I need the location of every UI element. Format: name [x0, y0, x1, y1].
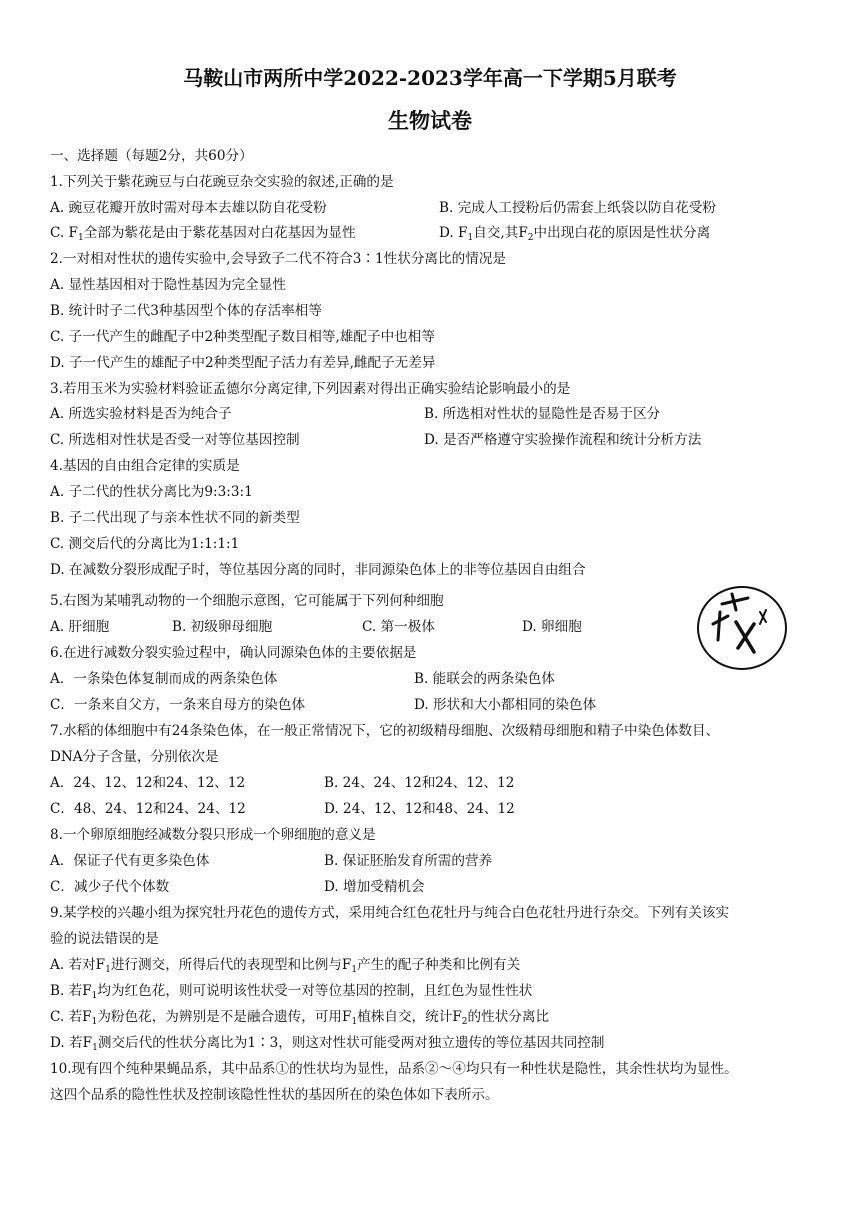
q9-stem-line2: 验的说法错误的是	[50, 931, 159, 947]
q7-stem-line2: DNA分子含量，分别依次是	[50, 749, 219, 765]
q9-option-a: A. 若对$F_1$进行测交，所得后代的表现型和比例与$F_1$产生的配子种类和比例有关	[50, 957, 521, 975]
q9-option-c: C. 若$F_1$为粉色花，为辨别是不是融合遗传，可用$F_1$植株自交，统计$F_2$的性状分离比	[50, 1009, 550, 1027]
q3-stem: 3.若用玉米为实验材料验证孟德尔分离定律,下列因素对得出正确实验结论影响最小的是	[50, 381, 571, 397]
q1-option-d: D. $F_1$自交,其$F_2$中出现白花的原因是性状分离	[439, 225, 711, 243]
q9-stem-line1: 9.某学校的兴趣小组为探究牡丹花色的遗传方式，采用纯合红色花牡丹与纯合白色花牡丹进行杂交。下列有关该实	[50, 905, 730, 921]
q5-option-d: D. 卵细胞	[522, 619, 582, 635]
q2-option-d: D. 子一代产生的雄配子中2种类型配子活力有差异,雌配子无差异	[50, 355, 436, 371]
exam-title: 马鞍山市两所中学2022-2023学年高一下学期5月联考	[183, 66, 677, 90]
q8-stem: 8.一个卵原细胞经减数分裂只形成一个卵细胞的意义是	[50, 827, 376, 843]
q3-option-a: A. 所选实验材料是否为纯合子	[50, 406, 232, 422]
q1-option-c: C. $F_1$全部为紫花是由于紫花基因对白花基因为显性	[50, 225, 356, 243]
q7-stem-line1: 7.水稻的体细胞中有24条染色体，在一般正常情况下，它的初级精母细胞、次级精母细胞和精子中染色体数目、	[50, 723, 720, 739]
q7-option-a: A．24、12、12和24、12、12	[50, 775, 246, 791]
q9-option-b: B. 若$F_1$均为红色花，则可说明该性状受一对等位基因的控制，且红色为显性性状	[50, 983, 533, 1001]
q4-option-a: A. 子二代的性状分离比为9:3:3:1	[50, 484, 253, 500]
q6-option-a: A．一条染色体复制而成的两条染色体	[50, 671, 278, 687]
q2-option-b: B. 统计时子二代3种基因型个体的存活率相等	[50, 303, 322, 319]
q3-option-b: B. 所选相对性状的显隐性是否易于区分	[424, 406, 661, 422]
q7-option-d: D. 24、12、12和48、24、12	[324, 801, 515, 817]
q4-stem: 4.基因的自由组合定律的实质是	[50, 458, 240, 474]
q10-stem-line1: 10.现有四个纯种果蝇品系，其中品系①的性状均为显性，品系②～④均只有一种性状是隐性，其余性状均为显性。	[50, 1061, 738, 1077]
q4-option-b: B. 子二代出现了与亲本性状不同的新类型	[50, 510, 300, 526]
q8-option-c: C．减少子代个体数	[50, 879, 170, 895]
q8-option-d: D. 增加受精机会	[324, 879, 425, 895]
q2-stem: 2.一对相对性状的遗传实验中,会导致子二代不符合3∶1性状分离比的情况是	[50, 251, 506, 267]
q3-option-d: D. 是否严格遵守实验操作流程和统计分析方法	[424, 432, 702, 448]
q3-option-c: C. 所选相对性状是否受一对等位基因控制	[50, 432, 300, 448]
q5-option-b: B. 初级卵母细胞	[172, 619, 273, 635]
q5-option-a: A. 肝细胞	[50, 619, 110, 635]
q2-option-c: C. 子一代产生的雌配子中2种类型配子数目相等,雄配子中也相等	[50, 329, 435, 345]
q6-option-d: D. 形状和大小都相同的染色体	[414, 697, 597, 713]
q9-option-d: D. 若$F_1$测交后代的性状分离比为1∶3，则这对性状可能受两对独立遗传的等位基因共同控制	[50, 1035, 605, 1053]
q7-option-c: C．48、24、12和24、24、12	[50, 801, 246, 817]
q1-option-a: A. 豌豆花瓣开放时需对母本去雄以防自花受粉	[50, 200, 327, 216]
section-heading: 一、选择题（每题2分，共60分）	[50, 148, 253, 164]
q4-option-c: C. 测交后代的分离比为1:1:1:1	[50, 536, 240, 552]
cell-diagram	[696, 584, 788, 672]
q5-option-c: C. 第一极体	[362, 619, 435, 635]
q8-option-b: B. 保证胚胎发育所需的营养	[324, 853, 493, 869]
q1-option-b: B. 完成人工授粉后仍需套上纸袋以防自花受粉	[439, 200, 716, 216]
q6-option-c: C．一条来自父方，一条来自母方的染色体	[50, 697, 306, 713]
exam-subtitle: 生物试卷	[388, 108, 472, 133]
q7-option-b: B. 24、24、12和24、12、12	[324, 775, 515, 791]
q2-option-a: A. 显性基因相对于隐性基因为完全显性	[50, 277, 286, 293]
q1-stem: 1.下列关于紫花豌豆与白花豌豆杂交实验的叙述,正确的是	[50, 174, 394, 190]
q8-option-a: A．保证子代有更多染色体	[50, 853, 210, 869]
q6-stem: 6.在进行减数分裂实验过程中，确认同源染色体的主要依据是	[50, 645, 417, 661]
q6-option-b: B. 能联会的两条染色体	[414, 671, 555, 687]
q4-option-d: D. 在减数分裂形成配子时，等位基因分离的同时，非同源染色体上的非等位基因自由组合	[50, 562, 586, 578]
q5-stem: 5.右图为某哺乳动物的一个细胞示意图，它可能属于下列何种细胞	[50, 593, 444, 609]
q10-stem-line2: 这四个品系的隐性性状及控制该隐性性状的基因所在的染色体如下表所示。	[50, 1087, 499, 1103]
